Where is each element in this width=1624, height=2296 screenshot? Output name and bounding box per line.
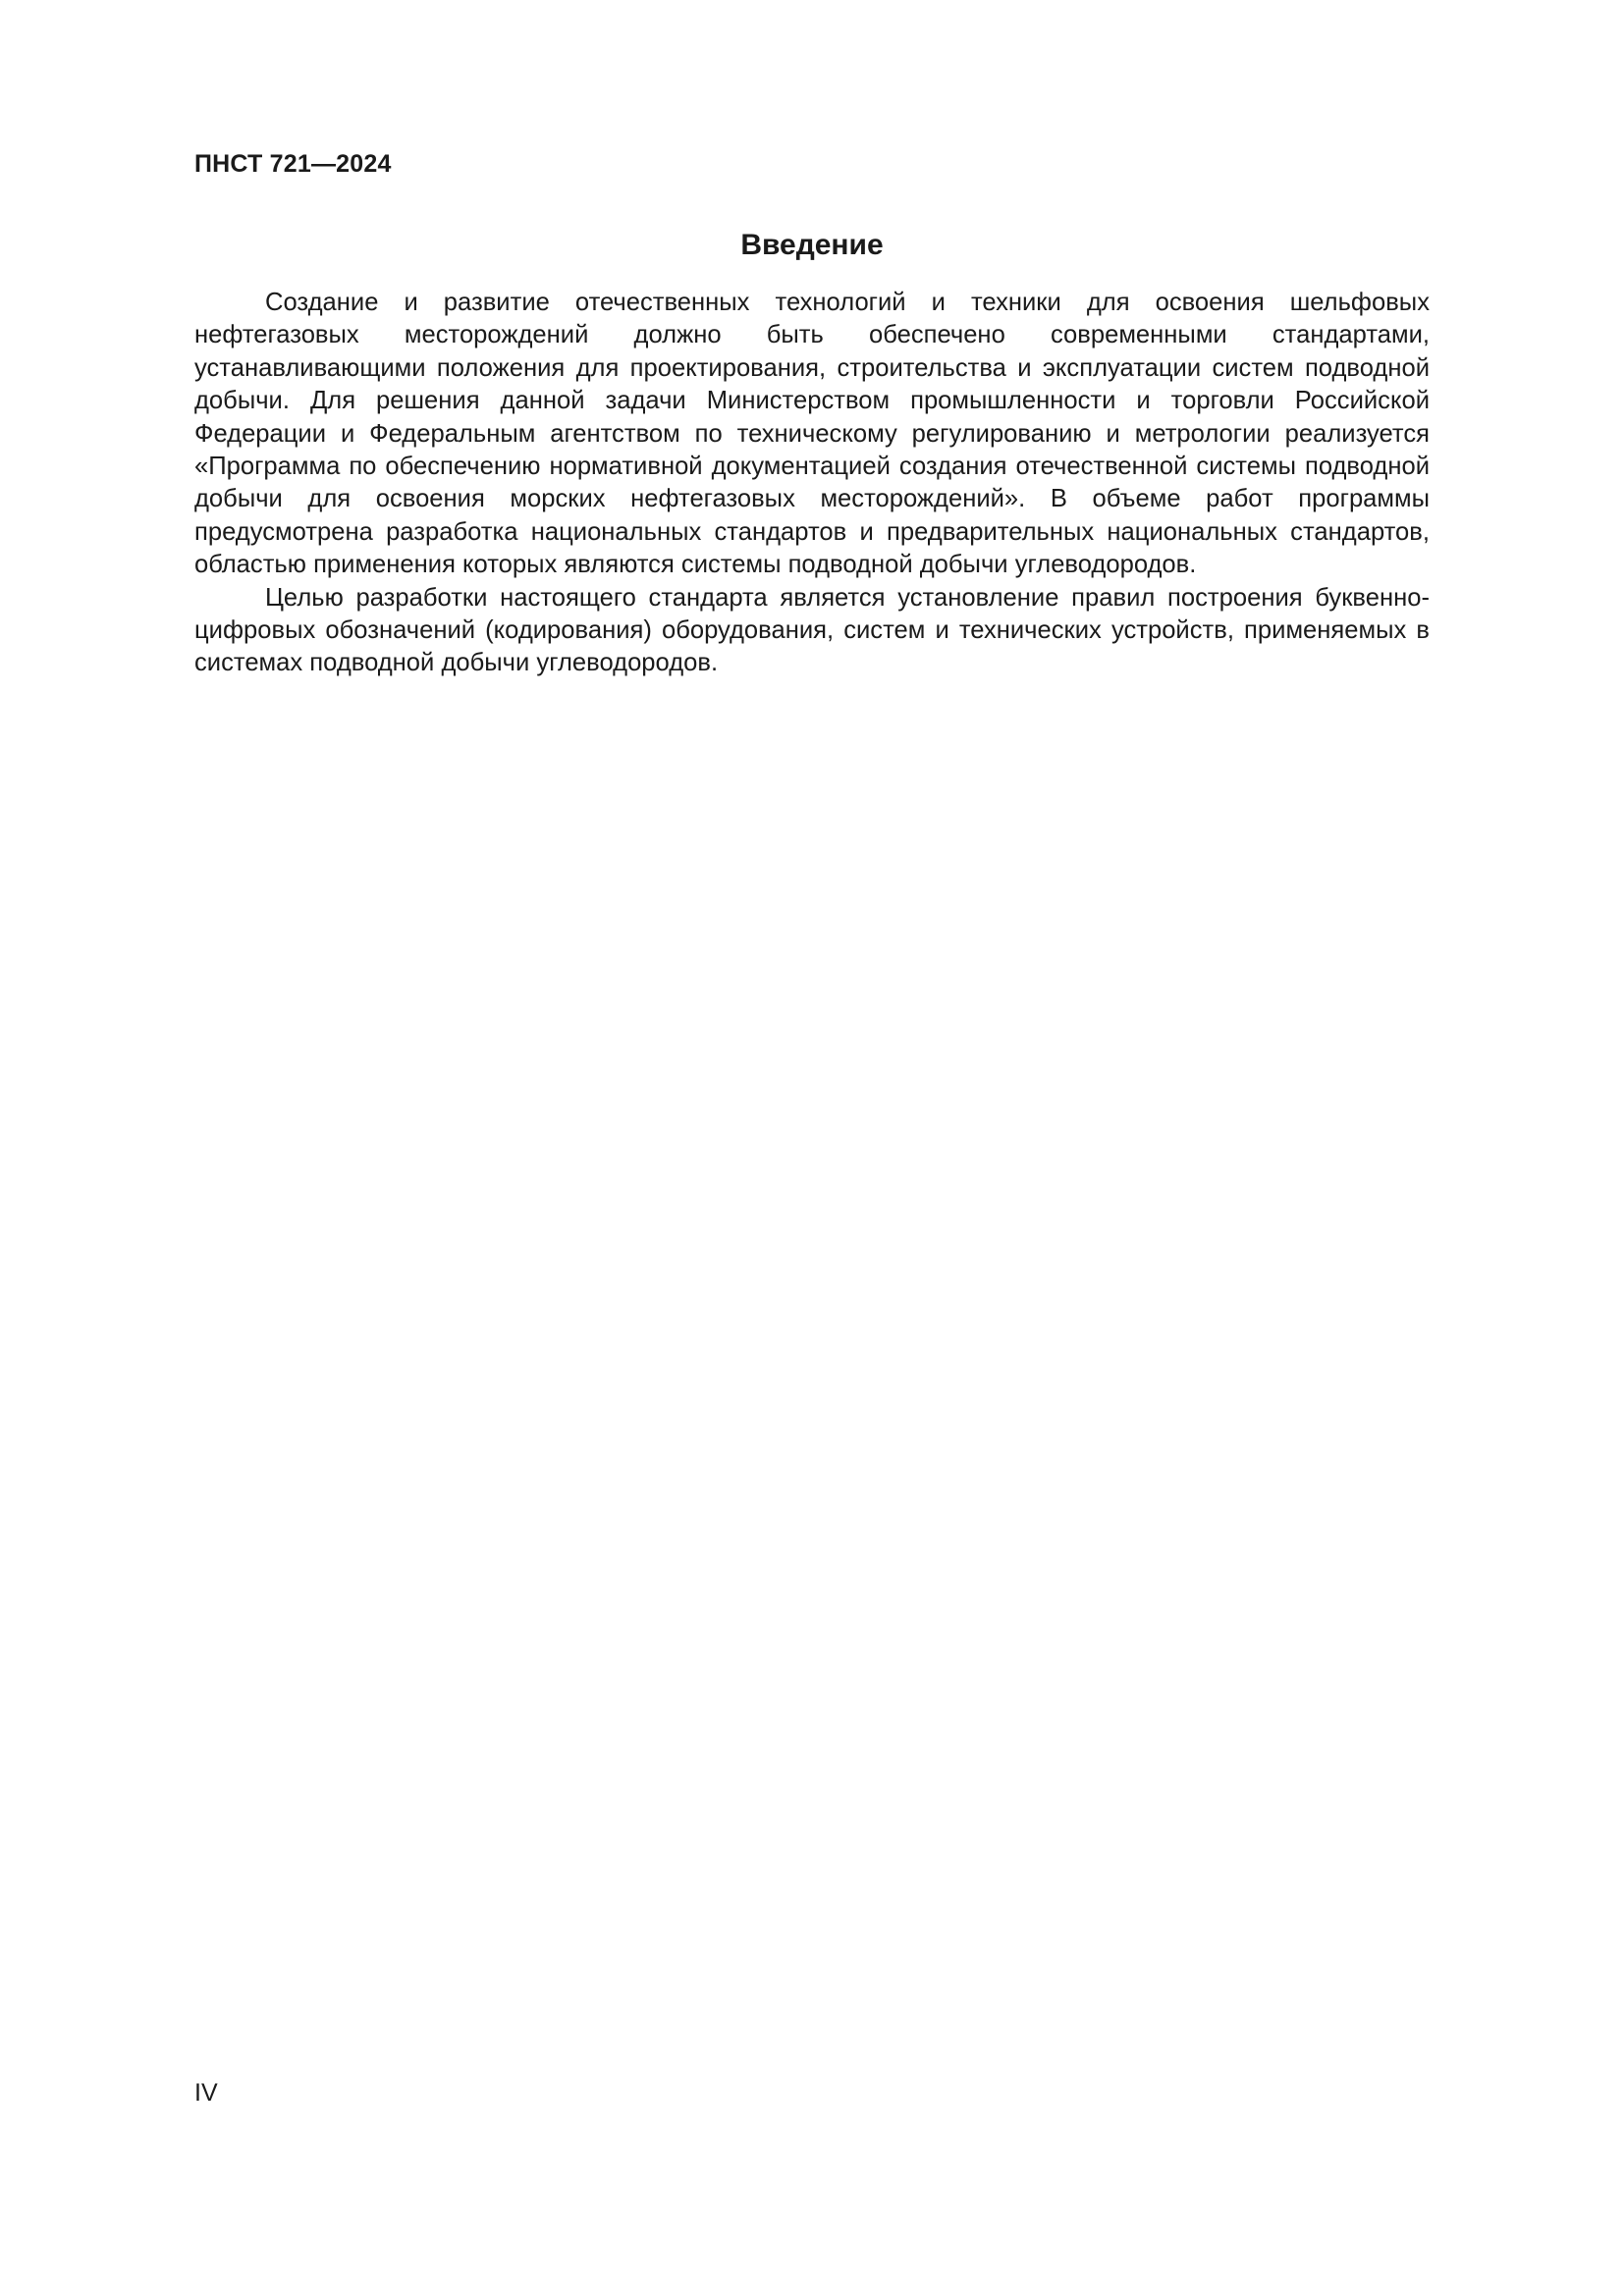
section-title: Введение	[740, 229, 884, 261]
paragraph: Целью разработки настоящего стандарта является установление правил построения буквенно-цифровых обозначений (кодирования) оборудования, систем и технических устройств, применяемых в системах подводной добычи углеводородов.	[194, 583, 1430, 677]
paragraph: Создание и развитие отечественных технологий и техники для освоения шельфовых нефтегазовых месторождений должно быть обеспечено современными стандартами, устанавливающими положения для проектирования, строительства и эксплуатации систем подводной добычи. Для решения данной задачи Министерством промышленности и торговли Российской Федерации и Федеральным агентством по техническому регулированию и метрологии реализуется «Программа по обеспечению нормативной документацией создания отечественной системы подводной добычи для освоения морских нефтегазовых месторождений». В объеме работ программы предусмотрена разработка национальных стандартов и предварительных национальных стандартов, областью применения которых являются системы подводной добычи углеводородов.	[194, 289, 1430, 579]
section-body	[194, 287, 1430, 680]
page-number: IV	[194, 2079, 218, 2107]
document-code: ПНСТ 721—2024	[194, 150, 392, 178]
